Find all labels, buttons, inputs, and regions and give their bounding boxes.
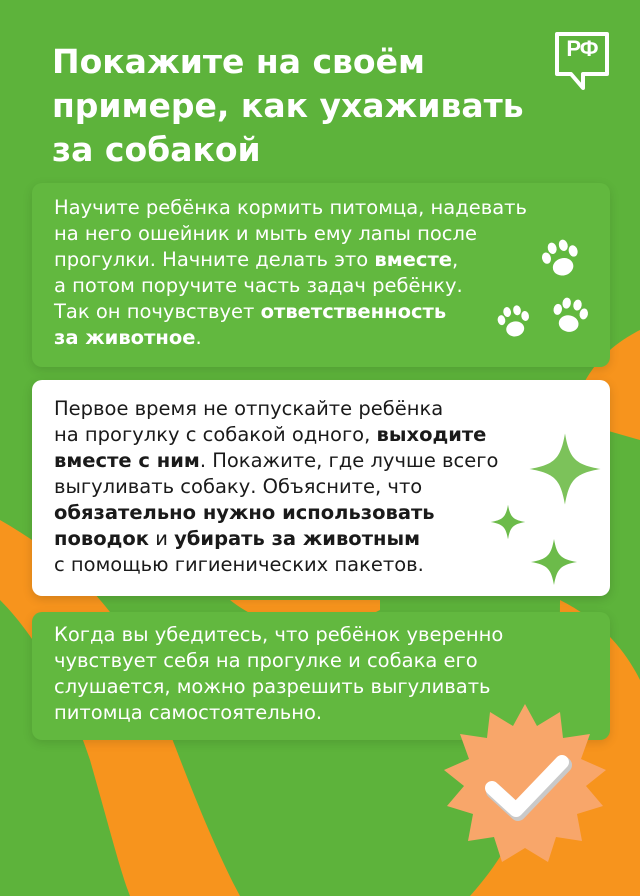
paw-icon xyxy=(548,294,592,338)
sparkle-icon xyxy=(530,538,578,586)
card2-line-2: на прогулку с собакой одного, xyxy=(54,423,377,446)
card-feeding: Научите ребёнка кормить питомца, надевать на него ошейник и мыть ему лапы после прогулки. Начните делать это вместе, а потом поручите часть задач ребёнку. Так он почувствует ответственность за животное. xyxy=(32,183,610,367)
card2-bold-must-use: обязательно нужно использовать xyxy=(54,501,435,524)
title-line-1: Покажите на своём xyxy=(52,42,425,81)
card1-bold-responsibility: ответственность xyxy=(260,300,447,323)
card1-line-5: Так он почувствует xyxy=(54,300,261,323)
card1-line-2: на него ошейник и мыть ему лапы после xyxy=(54,222,477,245)
card2-bold-clean-up: убирать за животным xyxy=(174,527,421,550)
card2-bold-leash: поводок xyxy=(54,527,149,550)
card1-line-3: прогулки. Начните делать это xyxy=(54,248,375,271)
check-badge-icon xyxy=(440,700,610,870)
card1-line-4: а потом поручите часть задач ребёнку. xyxy=(54,274,463,297)
page-title xyxy=(52,40,552,172)
sparkle-icon xyxy=(528,432,602,506)
card3-line-1: Когда вы убедитесь, что ребёнок уверенно xyxy=(54,623,504,646)
paw-icon xyxy=(494,302,534,342)
card3-line-4: питомца самостоятельно. xyxy=(54,701,323,724)
sparkle-icon xyxy=(490,504,526,540)
card2-bold-with-him: вместе с ним xyxy=(54,449,200,472)
card1-bold-together: вместе xyxy=(374,248,452,271)
card3-line-3: слушается, можно разрешить выгуливать xyxy=(54,675,491,698)
card3-line-2: чувствует себя на прогулке и собака его xyxy=(54,649,478,672)
logo-text: РФ xyxy=(566,36,598,61)
paw-icon xyxy=(538,236,584,282)
card2-line-1: Первое время не отпускайте ребёнка xyxy=(54,397,444,420)
card1-bold-animal: за животное xyxy=(54,326,196,349)
title-line-2: примере, как ухаживать xyxy=(52,86,524,125)
card2-line-7: с помощью гигиенических пакетов. xyxy=(54,553,424,576)
card2-line-4: выгуливать собаку. Объясните, что xyxy=(54,475,423,498)
title-line-3: за собакой xyxy=(52,130,261,169)
card2-bold-go-out: выходите xyxy=(376,423,487,446)
card1-line-1: Научите ребёнка кормить питомца, надевать xyxy=(54,196,528,219)
card-walk-together: Первое время не отпускайте ребёнка на прогулку с собакой одного, выходите вместе с ним. Покажите, где лучше всего выгуливать собаку. Объясните, что обязательно нужно использовать поводок и убирать за животным с помощью гигиенических пакетов. xyxy=(32,380,610,596)
logo xyxy=(553,30,611,94)
